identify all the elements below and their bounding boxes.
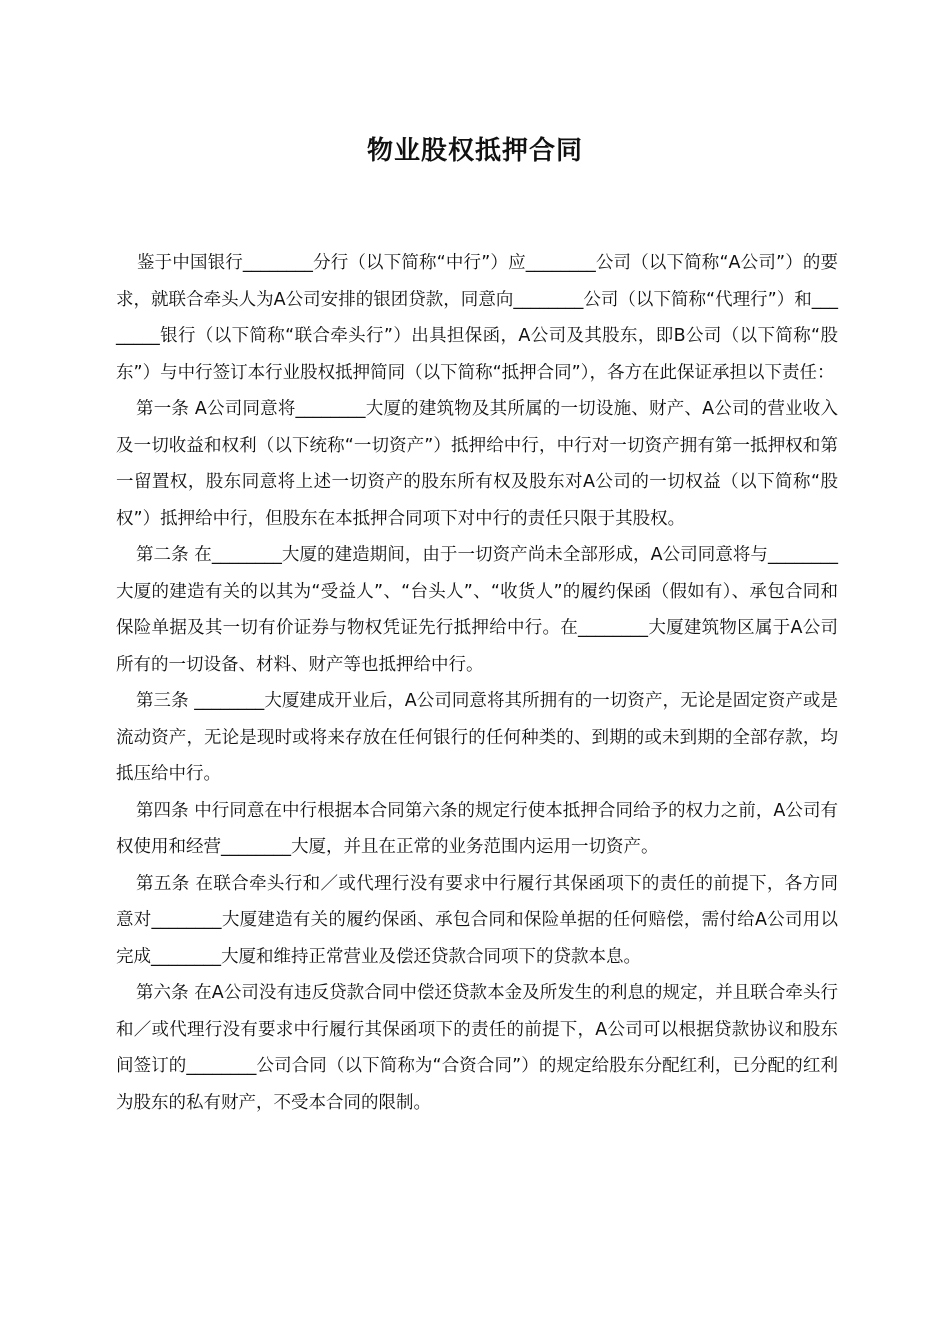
document-title: 物业股权抵押合同: [366, 136, 583, 166]
article-2-paragraph: 第二条 在________大厦的建造期间，由于一切资产尚未全部形成，A公司同意将与________大厦的建造有关的以其为“受益人”、“台头人”、“收货人”的履约保函（假如有）、承包合同和保险单据及其一切有价证券与物权凭证先行抵押给中行。在________大厦建筑物区属于A公司所有的一切设备、材料、财产等也抵押给中行。: [116, 545, 838, 675]
article-6-paragraph: 第六条 在A公司没有违反贷款合同中偿还贷款本金及所发生的利息的规定，并且联合牵头行和／或代理行没有要求中行履行其保函项下的责任的前提下，A公司可以根据贷款协议和股东间签订的________公司合同（以下简称为“合资合同”）的规定给股东分配红利，已分配的红利为股东的私有财产，不受本合同的限制。: [116, 983, 838, 1113]
article-1-paragraph: 第一条 A公司同意将________大厦的建筑物及其所属的一切设施、财产、A公司的营业收入及一切收益和权利（以下统称“一切资产”）抵押给中行，中行对一切资产拥有第一抵押权和第一留置权，股东同意将上述一切资产的股东所有权及股东对A公司的一切权益（以下简称“股权”）抵押给中行，但股东在本抵押合同项下对中行的责任只限于其股权。: [116, 399, 838, 529]
preamble-paragraph: 鉴于中国银行________分行（以下简称“中行”）应________公司（以下简称“A公司”）的要求，就联合牵头人为A公司安排的银团贷款，同意向________公司（以下简称“代理行”）和________银行（以下简称“联合牵头行”）出具担保函，A公司及其股东，即B公司（以下简称“股东”）与中行签订本行业股权抵押简同（以下简称“抵押合同”），各方在此保证承担以下责任：: [116, 253, 838, 383]
document-body: [116, 245, 838, 1121]
article-3-paragraph: 第三条 ________大厦建成开业后，A公司同意将其所拥有的一切资产，无论是固定资产或是流动资产，无论是现时或将来存放在任何银行的任何种类的、到期的或未到期的全部存款，均抵压给中行。: [116, 691, 838, 784]
article-4-paragraph: 第四条 中行同意在中行根据本合同第六条的规定行使本抵押合同给予的权力之前，A公司有权使用和经营________大厦，并且在正常的业务范围内运用一切资产。: [116, 800, 838, 857]
article-5-paragraph: 第五条 在联合牵头行和／或代理行没有要求中行履行其保函项下的责任的前提下，各方同意对________大厦建造有关的履约保函、承包合同和保险单据的任何赔偿，需付给A公司用以完成________大厦和维持正常营业及偿还贷款合同项下的贷款本息。: [116, 873, 838, 967]
